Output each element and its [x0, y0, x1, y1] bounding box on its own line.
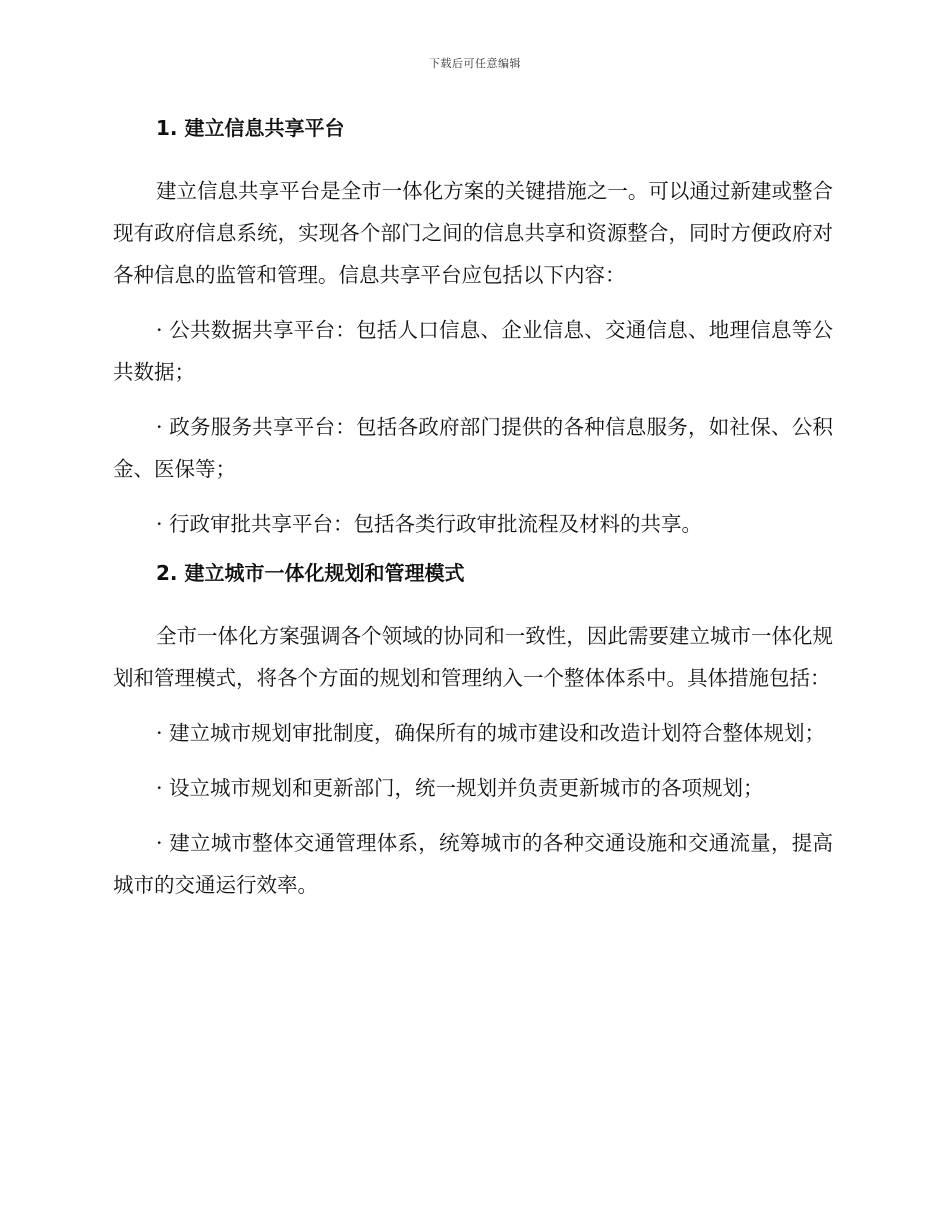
- bullet-item: · 公共数据共享平台：包括人口信息、企业信息、交通信息、地理信息等公共数据；: [113, 318, 833, 384]
- bullet-item: · 建立城市整体交通管理体系，统筹城市的各种交通设施和交通流量，提高城市的交通运行效率。: [113, 831, 833, 897]
- header-note: 下载后可任意编辑: [429, 57, 521, 70]
- section-2: [113, 558, 833, 906]
- bullet-item: · 设立城市规划和更新部门，统一规划并负责更新城市的各项规划；: [156, 776, 764, 800]
- section-intro: 全市一体化方案强调各个领域的协同和一致性，因此需要建立城市一体化规划和管理模式，将各个方面的规划和管理纳入一个整体体系中。具体措施包括：: [113, 624, 833, 690]
- section-heading: 1. 建立信息共享平台: [156, 116, 345, 140]
- bullet-item: · 建立城市规划审批制度，确保所有的城市建设和改造计划符合整体规划；: [156, 721, 826, 745]
- section-1: [113, 113, 833, 545]
- section-intro: 建立信息共享平台是全市一体化方案的关键措施之一。可以通过新建或整合现有政府信息系统，实现各个部门之间的信息共享和资源整合，同时方便政府对各种信息的监管和管理。信息共享平台应包括以下内容：: [113, 179, 833, 287]
- bullet-item: · 行政审批共享平台：包括各类行政审批流程及材料的共享。: [156, 512, 703, 536]
- section-heading: 2. 建立城市一体化规划和管理模式: [156, 561, 465, 585]
- bullet-item: · 政务服务共享平台：包括各政府部门提供的各种信息服务，如社保、公积金、医保等；: [113, 415, 833, 481]
- document-body: [113, 113, 833, 919]
